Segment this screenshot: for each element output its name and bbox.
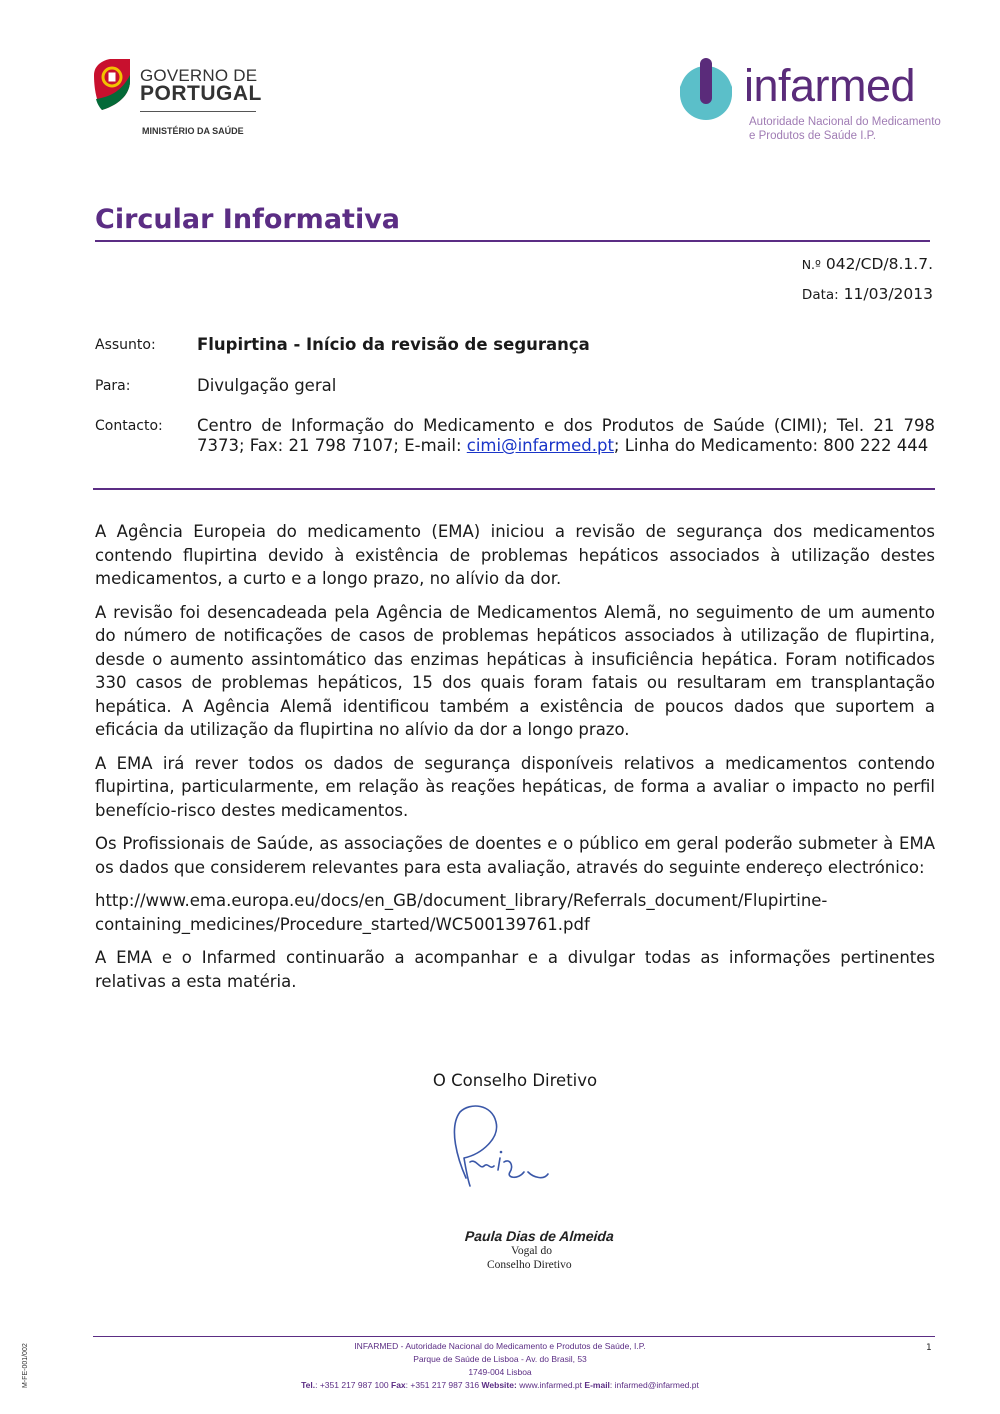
council-name: O Conselho Diretivo [432, 1071, 598, 1090]
handwritten-signature [444, 1100, 559, 1195]
title-divider [95, 240, 930, 242]
footer-line3: 1749-004 Lisboa [468, 1367, 532, 1377]
body-paragraph-3: A EMA irá rever todos os dados de segurança disponíveis relativos a medicamentos contendo flupirtina, particularmente, em relação às reações hepáticas, de forma a avaliar o impacto no perfil benefício-risco destes medicamentos. [95, 753, 935, 820]
footer-divider [93, 1336, 935, 1337]
para-value: Divulgação geral [197, 376, 337, 395]
contacto-text-before: Centro de Informação do Medicamento e dos Produtos de Saúde (CIMI); Tel. 21 798 7373; Fax: 21 798 7107; E-mail: [197, 416, 935, 455]
footer-web-label: Website: [481, 1380, 517, 1390]
infarmed-logo-icon [676, 58, 736, 122]
reference-label: N.º [801, 257, 821, 272]
document-body [95, 520, 935, 1003]
contacto-text-after: ; Linha do Medicamento: 800 222 444 [613, 436, 929, 455]
contact-email-link[interactable]: cimi@infarmed.pt [466, 436, 614, 455]
gov-logo-divider [140, 111, 256, 112]
date-label: Data: [801, 287, 839, 303]
gov-logo-line2: PORTUGAL [140, 82, 262, 105]
footer-line2: Parque de Saúde de Lisboa - Av. do Brasil, 53 [413, 1354, 587, 1364]
ema-url[interactable] [95, 889, 935, 936]
gov-logo-ministry: MINISTÉRIO DA SAÚDE [142, 126, 244, 136]
signer-role-line1: Vogal do [511, 1245, 552, 1257]
assunto-value: Flupirtina - Início da revisão de segurança [197, 335, 590, 354]
footer-contacts [0, 1380, 1000, 1390]
body-paragraph-4: Os Profissionais de Saúde, as associações de doentes e o público em geral poderão submeter à EMA os dados que considerem relevantes para esta avaliação, através do seguinte endereço electrónico: [95, 834, 935, 877]
footer-email[interactable]: : infarmed@infarmed.pt [609, 1380, 699, 1390]
infarmed-tagline-2: e Produtos de Saúde I.P. [749, 130, 877, 142]
body-paragraph-2: A revisão foi desencadeada pela Agência de Medicamentos Alemã, no seguimento de um aumento do número de notificações de casos de problemas hepáticos associados à utilização de flupirtina, desde o aumento assintomático das enzimas hepáticas à insuficiência hepática. Foram notificados 330 casos de problemas hepáticos, 15 dos quais foram fatais ou resultaram em transplantação hepática. A Agência Alemã identificou também a existência de poucos dados que suportem a eficácia da utilização da flupirtina no alívio da dor a longo prazo. [95, 602, 935, 739]
body-paragraph-1: A Agência Europeia do medicamento (EMA) iniciou a revisão de segurança dos medicamentos contendo flupirtina devido à existência de problemas hepáticos associados à utilização destes medicamentos, a curto e a longo prazo, no alívio da dor. [95, 522, 935, 588]
infarmed-wordmark: infarmed [744, 60, 916, 111]
footer-email-label: E-mail [584, 1380, 610, 1390]
reference-number [802, 255, 933, 273]
date-value: 11/03/2013 [843, 285, 933, 303]
ema-url-part-2: containing_medicines/Procedure_started/WC500139761.pdf [95, 914, 590, 934]
page-number: 1 [926, 1343, 932, 1353]
footer-tel: : +351 217 987 100 [315, 1380, 389, 1390]
body-paragraph-5: A EMA e o Infarmed continuarão a acompanhar e a divulgar todas as informações pertinentes relativas a esta matéria. [95, 948, 935, 991]
reference-value: 042/CD/8.1.7. [825, 255, 933, 273]
footer-website-link[interactable]: www.infarmed.pt [519, 1380, 583, 1390]
portugal-emblem-icon [94, 59, 130, 110]
contacto-label: Contacto: [95, 418, 163, 434]
signer-name: Paula Dias de Almeida [464, 1228, 615, 1244]
footer-tel-label: Tel. [301, 1380, 316, 1390]
gov-logo-line1: GOVERNO DE [140, 66, 258, 85]
footer-line1: INFARMED - Autoridade Nacional do Medicamento e Produtos de Saúde, I.P. [354, 1341, 646, 1351]
document-date [802, 285, 933, 303]
assunto-label: Assunto: [95, 337, 156, 353]
document-code: M-FE-001/002 [22, 1343, 29, 1388]
ema-url-part-1: http://www.ema.europa.eu/docs/en_GB/document_library/Referrals_document/Flupirtine- [95, 891, 828, 910]
footer-fax: : +351 217 987 316 [405, 1380, 480, 1390]
signer-role-line2: Conselho Diretivo [487, 1259, 572, 1271]
contacto-value [197, 416, 935, 456]
infarmed-tagline-1: Autoridade Nacional do Medicamento [749, 116, 941, 128]
footer-fax-label: Fax [391, 1380, 406, 1390]
fields-divider [93, 488, 935, 490]
para-label: Para: [95, 378, 131, 394]
document-title: Circular Informativa [95, 204, 401, 235]
